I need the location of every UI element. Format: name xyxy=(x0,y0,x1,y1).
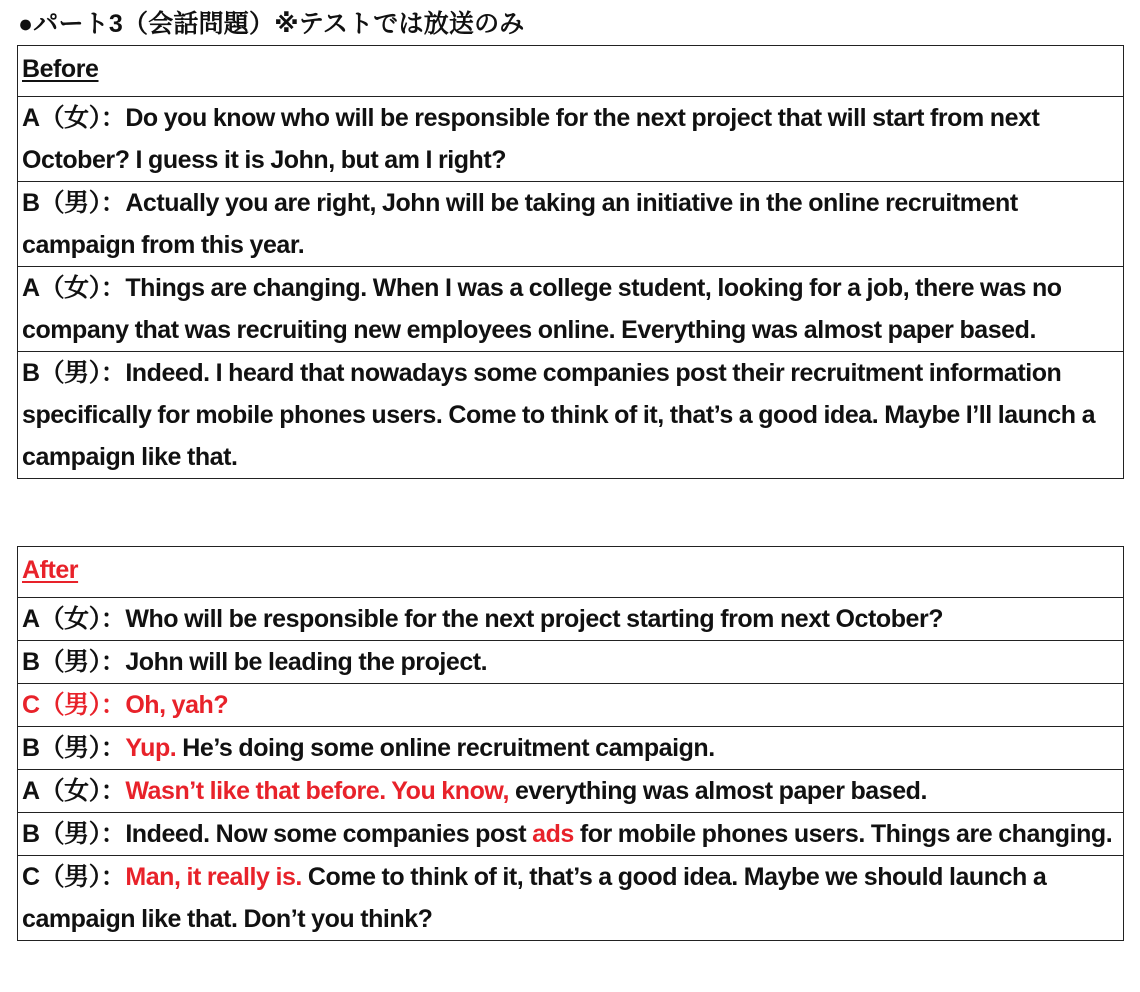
speaker-label: C（男）： xyxy=(22,863,126,891)
highlighted-text: Oh, yah? xyxy=(125,691,229,719)
dialogue-text: Things are changing. When I was a college student, looking for a job, there was no company that was recruiting new employees online. Everything was almost paper based. xyxy=(22,274,1062,344)
speaker-label: C（男）： xyxy=(22,691,126,719)
dialogue-text: everything was almost paper based. xyxy=(508,777,927,805)
speaker-label: A（女）： xyxy=(22,274,126,302)
dialogue-text: for mobile phones users. Things are changing. xyxy=(573,820,1113,848)
speaker-label: A（女）： xyxy=(22,605,126,633)
speaker-label: B（男）： xyxy=(22,189,126,217)
after-title: After xyxy=(22,556,79,584)
dialogue-text: Indeed. I heard that nowadays some companies post their recruitment information specifically for mobile phones users. Come to think of it, that’s a good idea. Maybe I’ll launch a campaign like that. xyxy=(22,359,1096,471)
dialogue-text: Who will be responsible for the next project starting from next October? xyxy=(125,605,944,633)
dialogue-text: Actually you are right, John will be taking an initiative in the online recruitment campaign from this year. xyxy=(22,189,1018,259)
speaker-label: B（男）： xyxy=(22,359,126,387)
dialogue-text: Do you know who will be responsible for the next project that will start from next October? I guess it is John, but am I right? xyxy=(22,104,1040,174)
after-section xyxy=(17,546,1124,941)
speaker-label: A（女）： xyxy=(22,777,126,805)
speaker-label: B（男）： xyxy=(22,820,126,848)
speaker-label: B（男）： xyxy=(22,734,126,762)
before-title: Before xyxy=(22,55,99,83)
page-heading: ●パート3（会話問題）※テストでは放送のみ xyxy=(18,10,525,38)
before-section xyxy=(17,45,1124,479)
after-line xyxy=(18,640,1123,683)
dialogue-text: John will be leading the project. xyxy=(125,648,488,676)
before-line xyxy=(18,266,1123,351)
after-line xyxy=(18,597,1123,640)
after-line xyxy=(18,855,1123,940)
speaker-label: B（男）： xyxy=(22,648,126,676)
before-dialogue xyxy=(18,96,1123,478)
after-line xyxy=(18,726,1123,769)
highlighted-text: Wasn’t like that before. You know, xyxy=(125,777,509,805)
highlighted-text: Yup. xyxy=(125,734,177,762)
before-line xyxy=(18,181,1123,266)
dialogue-text: Come to think of it, that’s a good idea. Maybe we should launch a campaign like that. Don’t you think? xyxy=(22,863,1047,933)
speaker-label: A（女）： xyxy=(22,104,126,132)
after-line xyxy=(18,683,1123,726)
dialogue-text: He’s doing some online recruitment campaign. xyxy=(176,734,715,762)
after-dialogue xyxy=(18,597,1123,940)
after-line xyxy=(18,769,1123,812)
after-line xyxy=(18,812,1123,855)
highlighted-text: ads xyxy=(532,820,574,848)
highlighted-text: Man, it really is. xyxy=(125,863,302,891)
dialogue-text: Indeed. Now some companies post xyxy=(125,820,533,848)
before-line xyxy=(18,96,1123,181)
before-line xyxy=(18,351,1123,478)
